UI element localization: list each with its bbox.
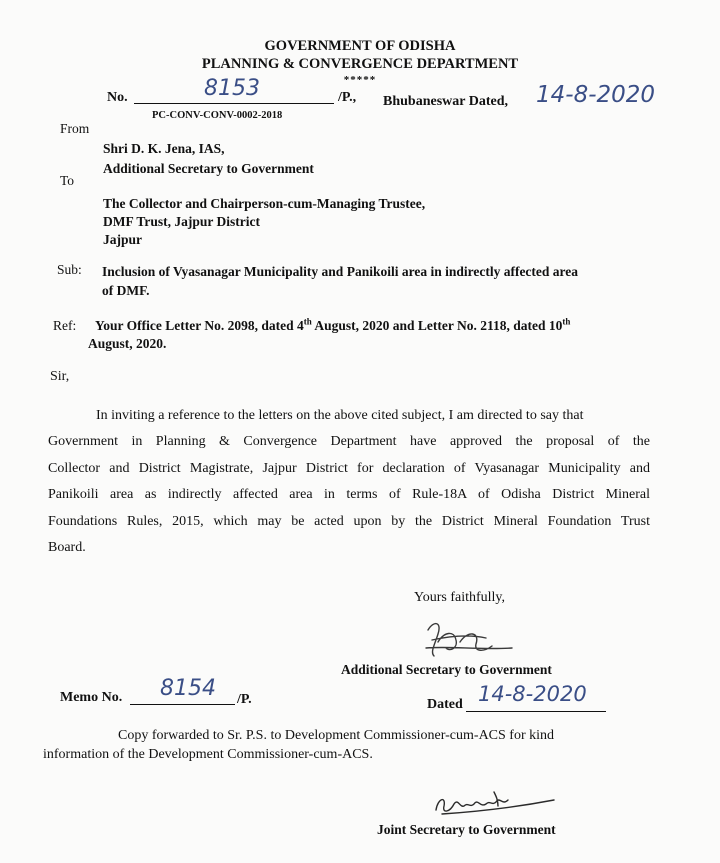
memo-no-handwritten: 8154 [160, 676, 216, 701]
body-line3: Collector and District Magistrate, Jajpur District for declaration of Vyasanagar Municipality and [48, 460, 650, 476]
body-paragraph [48, 403, 650, 561]
body-line6: Board. [48, 540, 86, 556]
memo-suffix: /P. [237, 692, 252, 707]
file-code: PC-CONV-CONV-0002-2018 [152, 110, 283, 121]
from-name: Shri D. K. Jena, IAS, [103, 141, 225, 156]
body-line2: Government in Planning & Convergence Department have approved the proposal of the [48, 434, 650, 450]
reference-line1 [95, 318, 570, 334]
header-department: PLANNING & CONVERGENCE DEPARTMENT [201, 56, 519, 72]
to-line3: Jajpur [103, 232, 143, 247]
letter-no-suffix: /P., [338, 90, 357, 105]
to-label: To [60, 173, 75, 188]
closing-signatory: Additional Secretary to Government [341, 662, 552, 677]
from-label: From [60, 121, 90, 136]
body-line1 [48, 403, 650, 429]
signature-additional-secretary [420, 612, 520, 664]
reference-line2: August, 2020. [88, 336, 167, 351]
subject-label: Sub: [57, 262, 82, 277]
reference-label: Ref: [53, 318, 77, 333]
body-line4: Panikoili area as indirectly affected area in terms of Rule-18A of Odisha District Mineral [48, 487, 650, 503]
copy-forward-line2: information of the Development Commissioner-cum-ACS. [43, 747, 373, 762]
reference-sup2: th [562, 316, 571, 327]
memo-signatory: Joint Secretary to Government [377, 822, 556, 837]
letter-no-blank [134, 76, 334, 104]
reference-part1: Your Office Letter No. 2098, dated 4 [95, 318, 304, 333]
memo-no-field [130, 676, 235, 710]
letter-date-handwritten: 14-8-2020 [536, 82, 656, 108]
reference-part2: August, 2020 and Letter No. 2118, dated 10 [311, 318, 563, 333]
from-designation: Additional Secretary to Government [103, 161, 314, 176]
memo-date-blank [466, 684, 606, 712]
letter-no-handwritten: 8153 [204, 76, 260, 101]
subject-line2: of DMF. [102, 283, 150, 298]
body-line5: Foundations Rules, 2015, which may be acted upon by the District Mineral Foundation Trust [48, 513, 650, 529]
salutation: Sir, [50, 369, 70, 384]
to-line2: DMF Trust, Jajpur District [103, 214, 260, 229]
memo-dated-label: Dated [427, 697, 463, 712]
copy-forward-line1: Copy forwarded to Sr. P.S. to Development Commissioner-cum-ACS for kind [118, 728, 555, 743]
letter-no-field [134, 76, 334, 109]
signature-joint-secretary [432, 786, 562, 820]
memo-date-field [466, 684, 606, 717]
header-stars: ***** [343, 74, 377, 86]
body-line1-text: In inviting a reference to the letters on the above cited subject, I am directed to say that [96, 408, 584, 423]
to-line1: The Collector and Chairperson-cum-Managing Trustee, [103, 196, 426, 211]
reference-sup1: th [303, 316, 312, 327]
header-government: GOVERNMENT OF ODISHA [264, 38, 456, 54]
memo-label: Memo No. [60, 690, 123, 705]
letter-no-label: No. [107, 90, 128, 105]
subject-line1: Inclusion of Vyasanagar Municipality and Panikoili area in indirectly affected area [102, 264, 579, 279]
memo-date-handwritten: 14-8-2020 [478, 682, 587, 706]
yours-faithfully: Yours faithfully, [414, 590, 506, 605]
dated-label: Bhubaneswar Dated, [383, 94, 508, 109]
memo-no-blank [130, 676, 235, 705]
